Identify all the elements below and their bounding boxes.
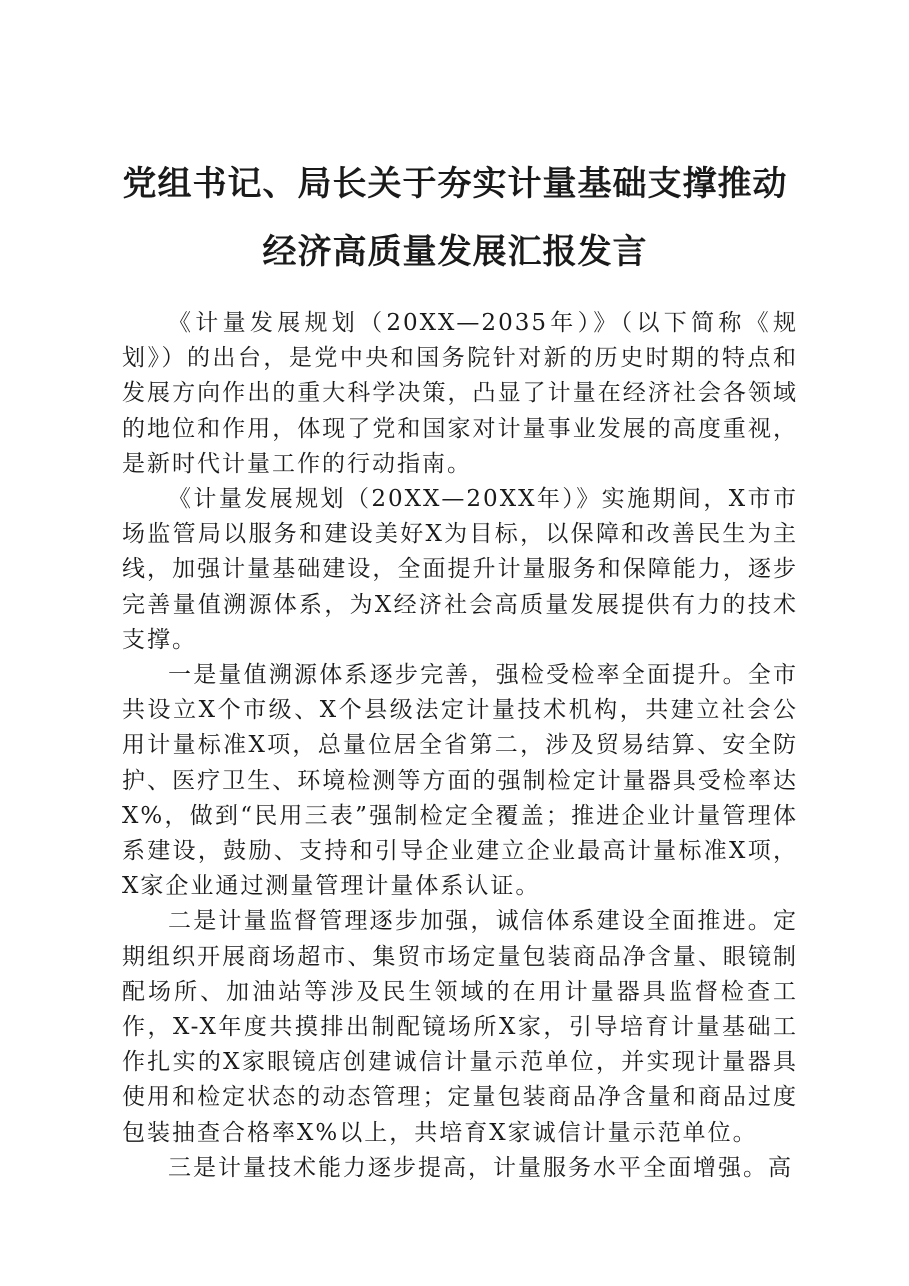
paragraph: 《计量发展规划（20XX—2035年）》（以下简称《规划》）的出台，是党中央和国务院针对新的历史时期的特点和发展方向作出的重大科学决策，凸显了计量在经济社会各领域的地位和作用，体现了党和国家对计量事业发展的高度重视，是新时代计量工作的行动指南。 — [122, 310, 798, 477]
document-body — [122, 306, 798, 1186]
paragraph: 一是量值溯源体系逐步完善，强检受检率全面提升。全市共设立X个市级、X个县级法定计量技术机构，共建立社会公用计量标准X项，总量位居全省第二，涉及贸易结算、安全防护、医疗卫生、环境检测等方面的强制检定计量器具受检率达X%，做到“民用三表”强制检定全覆盖；推进企业计量管理体系建设，鼓励、支持和引导企业建立企业最高计量标准X项，X家企业通过测量管理计量体系认证。 — [122, 662, 798, 900]
paragraph: 三是计量技术能力逐步提高，计量服务水平全面增强。高 — [168, 1154, 793, 1181]
paragraph: 二是计量监督管理逐步加强，诚信体系建设全面推进。定期组织开展商场超市、集贸市场定量包装商品净含量、眼镜制配场所、加油站等涉及民生领域的在用计量器具监督检查工作，X-X年度共摸排出制配镜场所X家，引导培育计量基础工作扎实的X家眼镜店创建诚信计量示范单位，并实现计量器具使用和检定状态的动态管理；定量包装商品净含量和商品过度包装抽查合格率X%以上，共培育X家诚信计量示范单位。 — [122, 908, 798, 1146]
document-title: 党组书记、局长关于夯实计量基础支撑推动经济高质量发展汇报发言 — [122, 164, 788, 272]
paragraph: 《计量发展规划（20XX—20XX年）》实施期间，X市市场监管局以服务和建设美好X为目标，以保障和改善民生为主线，加强计量基础建设，全面提升计量服务和保障能力，逐步完善量值溯源体系，为X经济社会高质量发展提供有力的技术支撑。 — [122, 486, 798, 653]
